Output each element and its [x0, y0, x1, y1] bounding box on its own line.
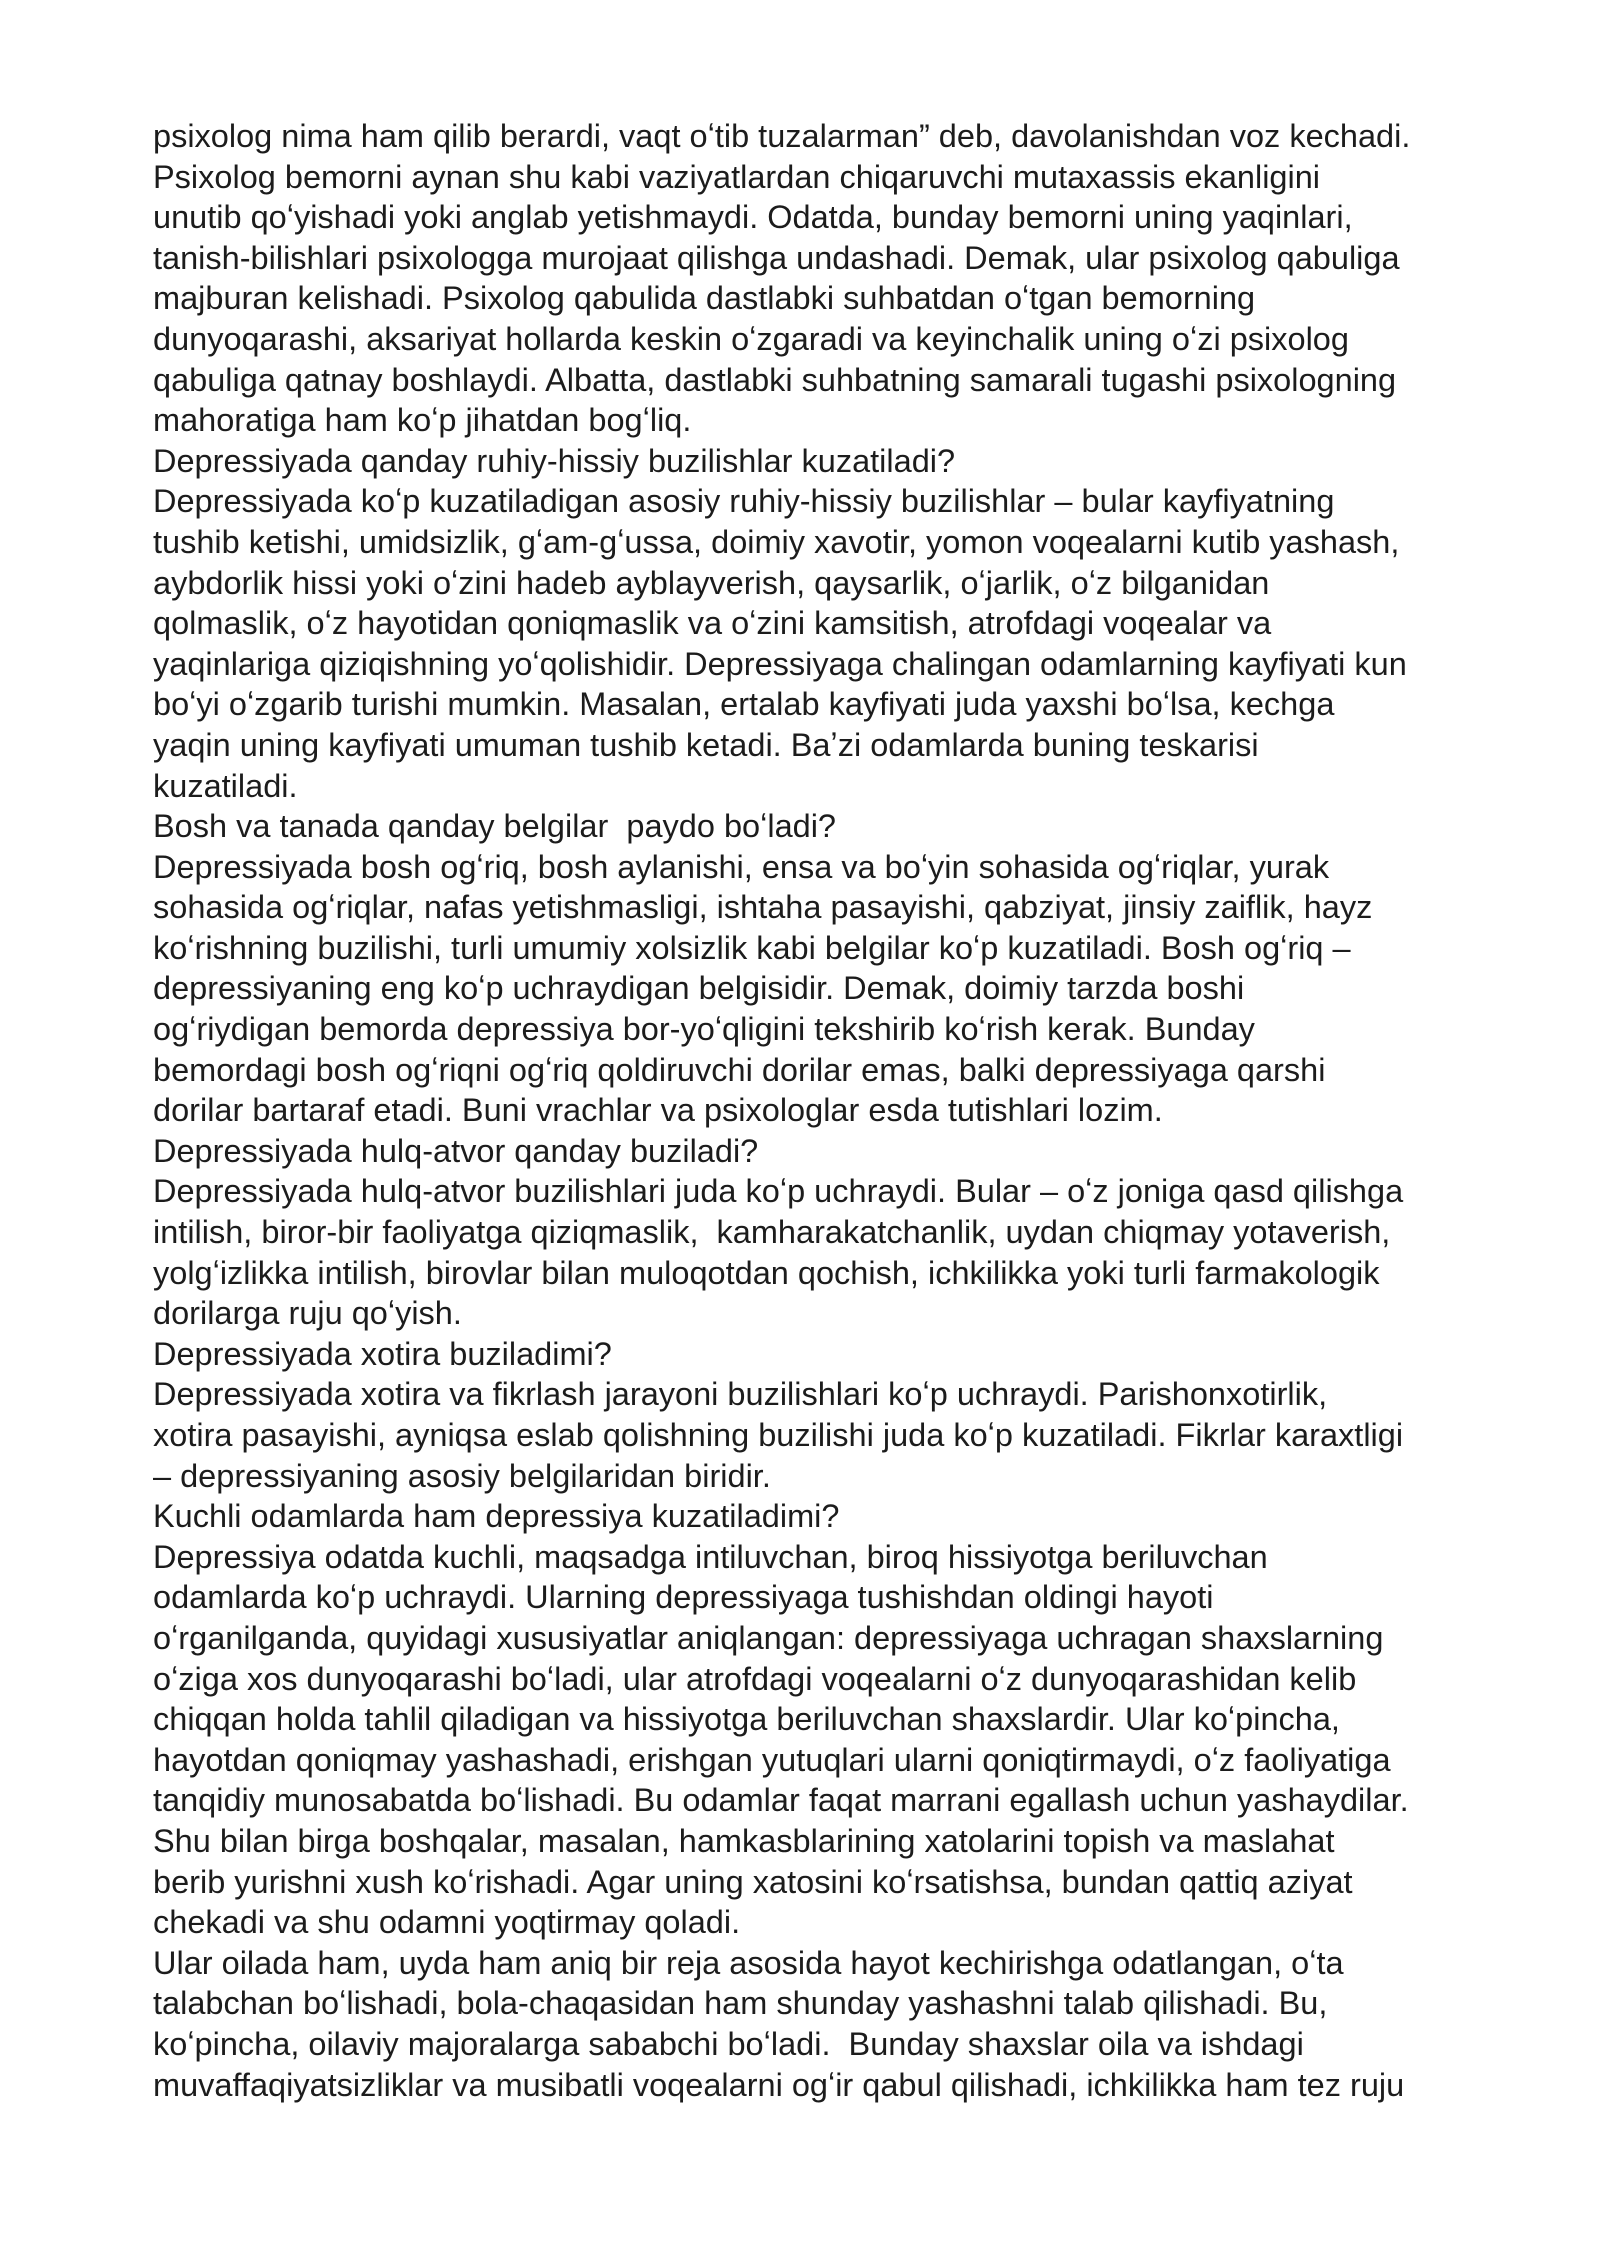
text-line: Depressiyada qanday ruhiy-hissiy buzilishlar kuzatiladi? [153, 442, 956, 479]
text-line: yolgʻizlikka intilish, birovlar bilan muloqotdan qochish, ichkilikka yoki turli farmakologik [153, 1254, 1380, 1291]
text-line: Depressiyada bosh ogʻriq, bosh aylanishi, ensa va boʻyin sohasida ogʻriqlar, yurak [153, 848, 1330, 885]
text-line: majburan kelishadi. Psixolog qabulida dastlabki suhbatdan oʻtgan bemorning [153, 280, 1256, 317]
text-line: Depressiya odatda kuchli, maqsadga intiluvchan, biroq hissiyotga beriluvchan [153, 1538, 1268, 1575]
text-line: talabchan boʻlishadi, bola-chaqasidan ham shunday yashashni talab qilishadi. Bu, [153, 1985, 1328, 2022]
text-line: Depressiyada koʻp kuzatiladigan asosiy ruhiy-hissiy buzilishlar – bular kayfiyatning [153, 483, 1335, 520]
text-line: yaqin uning kayfiyati umuman tushib ketadi. Baʼzi odamlarda buning teskarisi [153, 726, 1259, 763]
text-line: intilish, biror-bir faoliyatga qiziqmaslik, kamharakatchanlik, uydan chiqmay yotaverish, [153, 1214, 1391, 1251]
text-line: berib yurishni xush koʻrishadi. Agar uning xatosini koʻrsatishsa, bundan qattiq aziyat [153, 1863, 1353, 1900]
text-line: depressiyaning eng koʻp uchraydigan belgisidir. Demak, doimiy tarzda boshi [153, 970, 1245, 1007]
text-line: Depressiyada hulq-atvor buzilishlari juda koʻp uchraydi. Bular – oʻz joniga qasd qilishga [153, 1173, 1404, 1210]
text-line: psixolog nima ham qilib berardi, vaqt oʻtib tuzalarman” deb, davolanishdan voz kechadi. [153, 118, 1411, 154]
text-line: koʻpincha, oilaviy majoralarga sababchi boʻladi. Bunday shaxslar oila va ishdagi [153, 2025, 1304, 2062]
text-line: Depressiyada xotira buziladimi? [153, 1335, 612, 1372]
text-line: xotira pasayishi, ayniqsa eslab qolishning buzilishi juda koʻp kuzatiladi. Fikrlar karaxtligi [153, 1417, 1404, 1453]
text-line: mahoratiga ham koʻp jihatdan bogʻliq. [153, 402, 692, 439]
text-line: Shu bilan birga boshqalar, masalan, hamkasblarining xatolarini topish va maslahat [153, 1822, 1335, 1859]
text-line: qabuliga qatnay boshlaydi. Albatta, dastlabki suhbatning samarali tugashi psixologning [153, 361, 1397, 398]
text-line: odamlarda koʻp uchraydi. Ularning depressiyaga tushishdan oldingi hayoti [153, 1579, 1214, 1616]
text-line: – depressiyaning asosiy belgilaridan biridir. [153, 1457, 771, 1494]
text-line: sohasida ogʻriqlar, nafas yetishmasligi, ishtaha pasayishi, qabziyat, jinsiy zaiflik, hayz [153, 889, 1373, 926]
text-line: muvaffaqiyatsizliklar va musibatli voqealarni ogʻir qabul qilishadi, ichkilikka ham tez ruju [153, 2066, 1405, 2103]
text-line: Depressiyada hulq-atvor qanday buziladi? [153, 1132, 759, 1169]
text-line: Kuchli odamlarda ham depressiya kuzatiladimi? [153, 1498, 840, 1535]
text-line: Bosh va tanada qanday belgilar paydo boʻladi? [153, 808, 837, 845]
text-line: yaqinlariga qiziqishning yoʻqolishidir. Depressiyaga chalingan odamlarning kayfiyati kun [153, 645, 1407, 682]
text-line: kuzatiladi. [153, 767, 298, 804]
text-line: oʻziga xos dunyoqarashi boʻladi, ular atrofdagi voqealarni oʻz dunyoqarashidan kelib [153, 1660, 1357, 1697]
text-line: aybdorlik hissi yoki oʻzini hadeb ayblayverish, qaysarlik, oʻjarlik, oʻz bilganidan [153, 564, 1270, 601]
text-line: dorilar bartaraf etadi. Buni vrachlar va psixologlar esda tutishlari lozim. [153, 1092, 1163, 1129]
text-line: bemordagi bosh ogʻriqni ogʻriq qoldiruvchi dorilar emas, balki depressiyaga qarshi [153, 1051, 1326, 1088]
text-line: hayotdan qoniqmay yashashadi, erishgan yutuqlari ularni qoniqtirmaydi, oʻz faoliyatiga [153, 1741, 1391, 1778]
text-line: Psixolog bemorni aynan shu kabi vaziyatlardan chiqaruvchi mutaxassis ekanligini [153, 158, 1321, 195]
text-line: qolmaslik, oʻz hayotidan qoniqmaslik va oʻzini kamsitish, atrofdagi voqealar va [153, 605, 1272, 642]
text-line: tanqidiy munosabatda boʻlishadi. Bu odamlar faqat marrani egallash uchun yashaydilar. [153, 1782, 1409, 1819]
text-line: koʻrishning buzilishi, turli umumiy xolsizlik kabi belgilar koʻp kuzatiladi. Bosh ogʻriq – [153, 929, 1351, 966]
text-line: oʻrganilganda, quyidagi xususiyatlar aniqlangan: depressiyaga uchragan shaxslarning [153, 1619, 1384, 1656]
document-body-text [153, 116, 1533, 2105]
text-line: dorilarga ruju qoʻyish. [153, 1295, 462, 1332]
text-line: ogʻriydigan bemorda depressiya bor-yoʻqligini tekshirib koʻrish kerak. Bunday [153, 1011, 1255, 1048]
text-line: Ular oilada ham, uyda ham aniq bir reja asosida hayot kechirishga odatlangan, oʻta [153, 1944, 1344, 1981]
text-line: chiqqan holda tahlil qiladigan va hissiyotga beriluvchan shaxslardir. Ular koʻpincha, [153, 1701, 1340, 1738]
text-line: boʻyi oʻzgarib turishi mumkin. Masalan, ertalab kayfiyati juda yaxshi boʻlsa, kechga [153, 686, 1335, 723]
text-line: unutib qoʻyishadi yoki anglab yetishmaydi. Odatda, bunday bemorni uning yaqinlari, [153, 199, 1353, 236]
text-line: tanish-bilishlari psixologga murojaat qilishga undashadi. Demak, ular psixolog qabuliga [153, 239, 1400, 276]
text-line: chekadi va shu odamni yoqtirmay qoladi. [153, 1904, 741, 1941]
text-line: Depressiyada xotira va fikrlash jarayoni buzilishlari koʻp uchraydi. Parishonxotirlik, [153, 1376, 1328, 1413]
text-line: tushib ketishi, umidsizlik, gʻam-gʻussa, doimiy xavotir, yomon voqealarni kutib yashash, [153, 523, 1400, 560]
text-line: dunyoqarashi, aksariyat hollarda keskin oʻzgaradi va keyinchalik uning oʻzi psixolog [153, 320, 1349, 357]
